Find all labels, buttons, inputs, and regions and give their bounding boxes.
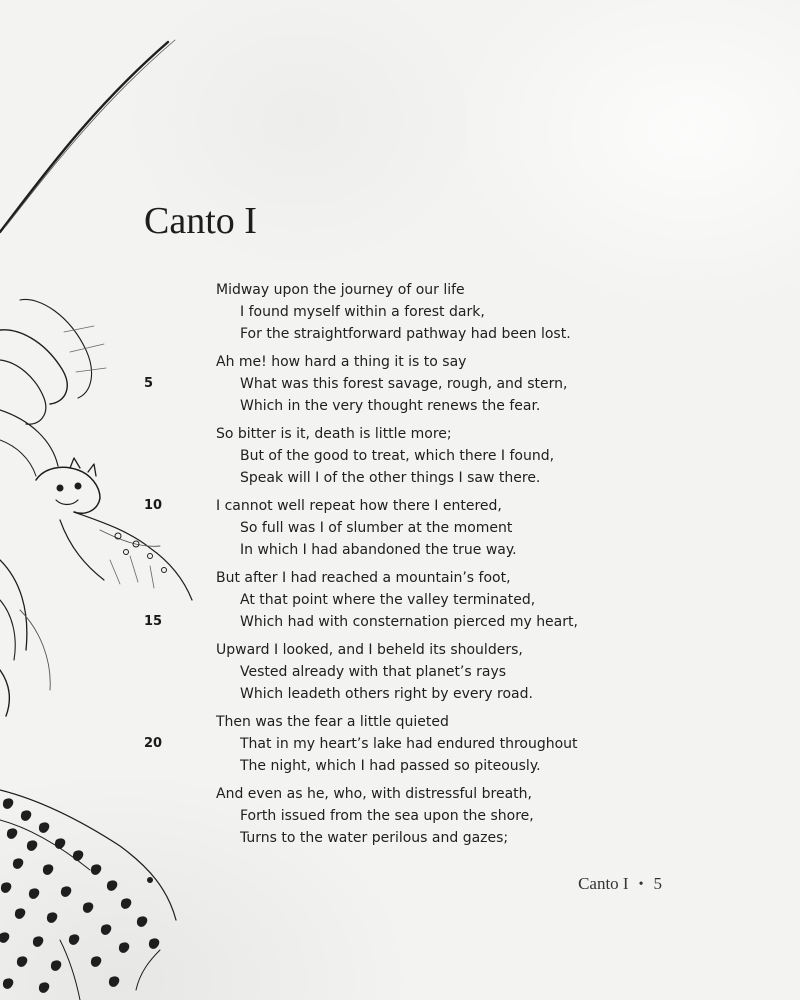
verse-line <box>0 323 800 345</box>
verse-text: Speak will I of the other things I saw there. <box>240 470 541 486</box>
verse-text: What was this forest savage, rough, and stern, <box>240 376 568 392</box>
verse-line <box>0 733 800 755</box>
verse-line <box>0 827 800 849</box>
verse-text: In which I had abandoned the true way. <box>240 542 517 558</box>
verse-line <box>0 445 800 467</box>
verse-line <box>0 467 800 489</box>
verse-line <box>0 783 800 805</box>
verse-text: Which leadeth others right by every road. <box>240 686 533 702</box>
verse-text: So bitter is it, death is little more; <box>216 426 452 442</box>
verse-line <box>0 423 800 445</box>
verse-text: Upward I looked, and I beheld its shoulders, <box>216 642 523 658</box>
verse-text: But of the good to treat, which there I found, <box>240 448 555 464</box>
verse-text: And even as he, who, with distressful breath, <box>216 786 532 802</box>
verse-line <box>0 611 800 633</box>
verse-text: Which had with consternation pierced my heart, <box>240 614 578 630</box>
verse-line <box>0 517 800 539</box>
verse-line <box>0 683 800 705</box>
page-number: 5 <box>653 874 662 893</box>
verse-line <box>0 373 800 395</box>
verse-line <box>0 279 800 301</box>
verse-text: I found myself within a forest dark, <box>240 304 485 320</box>
page-title: Canto I <box>144 200 257 242</box>
stanza <box>0 351 800 417</box>
verse-text: So full was I of slumber at the moment <box>240 520 513 536</box>
verse-line <box>0 755 800 777</box>
verse-text: The night, which I had passed so piteously. <box>240 758 541 774</box>
line-number: 15 <box>144 614 163 629</box>
stanza <box>0 279 800 345</box>
verse-line <box>0 661 800 683</box>
verse-line <box>0 351 800 373</box>
verse-text: Forth issued from the sea upon the shore, <box>240 808 534 824</box>
verse-text: I cannot well repeat how there I entered, <box>216 498 502 514</box>
verse-line <box>0 539 800 561</box>
stanza <box>0 495 800 561</box>
stanza <box>0 711 800 777</box>
verse-text: Turns to the water perilous and gazes; <box>240 830 509 846</box>
verse-line <box>0 301 800 323</box>
verse-line <box>0 805 800 827</box>
poem-body <box>0 279 800 855</box>
line-number: 10 <box>144 498 163 513</box>
verse-text: At that point where the valley terminated, <box>240 592 536 608</box>
verse-text: Which in the very thought renews the fear. <box>240 398 541 414</box>
page-footer <box>578 872 662 897</box>
verse-text: For the straightforward pathway had been lost. <box>240 326 571 342</box>
verse-text: Midway upon the journey of our life <box>216 282 465 298</box>
verse-line <box>0 589 800 611</box>
verse-text: That in my heart’s lake had endured throughout <box>240 736 578 752</box>
verse-line <box>0 711 800 733</box>
stanza <box>0 423 800 489</box>
footer-label: Canto I <box>578 874 629 893</box>
verse-text: Ah me! how hard a thing it is to say <box>216 354 467 370</box>
verse-line <box>0 639 800 661</box>
stanza <box>0 783 800 849</box>
verse-text: But after I had reached a mountain’s foot, <box>216 570 511 586</box>
footer-separator: • <box>638 877 644 892</box>
line-number: 5 <box>144 376 154 391</box>
verse-line <box>0 567 800 589</box>
stanza <box>0 567 800 633</box>
line-number: 20 <box>144 736 163 751</box>
verse-line <box>0 495 800 517</box>
verse-text: Then was the fear a little quieted <box>216 714 449 730</box>
verse-line <box>0 395 800 417</box>
verse-text: Vested already with that planet’s rays <box>240 664 507 680</box>
stanza <box>0 639 800 705</box>
